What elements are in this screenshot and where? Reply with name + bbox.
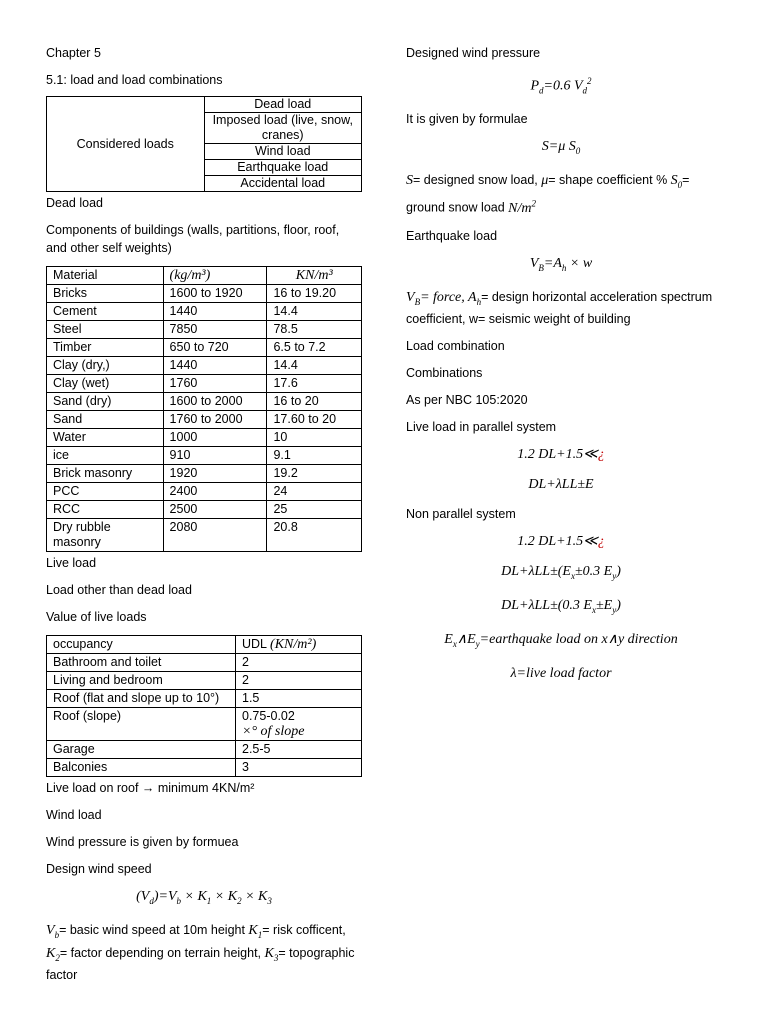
parallel-equation-2: DL+λLL±E (528, 477, 594, 493)
load-item: Earthquake load (204, 160, 362, 176)
wind-speed-definitions: $V_b=$ basic wind speed at 10m height $K_1=$ risk cofficent, $K_2=$ factor depending on terrain height, $K_3=$ topographic factor (46, 922, 355, 983)
snow-definition: S= designed snow load, μ= shape coefficient % $S_0=$ ground snow load $N/m^2$ (406, 173, 690, 216)
table-cell: 1000 (163, 429, 267, 447)
table-cell: 2500 (163, 501, 267, 519)
table-row (47, 429, 362, 447)
table-cell: 1920 (163, 465, 267, 483)
load-item: Imposed load (live, snow, cranes) (204, 113, 362, 144)
dead-load-heading: Dead load (46, 196, 103, 210)
live-load-definition: Load other than dead load (46, 583, 192, 597)
table-cell: Cement (47, 303, 164, 321)
table-cell: 17.6 (267, 375, 362, 393)
combinations-text: Combinations (406, 366, 483, 381)
load-combination-heading: Load combination (406, 339, 505, 354)
udl-cell (236, 690, 362, 708)
material-header: Material (47, 267, 164, 285)
table-row (47, 375, 362, 393)
occupancy-cell: Roof (slope) (47, 708, 236, 741)
parallel-equation-1: 1.2 DL+1.5≪¿ (517, 447, 605, 463)
table-cell: RCC (47, 501, 164, 519)
table-cell: 25 (267, 501, 362, 519)
udl-cell (236, 654, 362, 672)
udl-cell (236, 672, 362, 690)
table-row (47, 672, 362, 690)
table-cell: 16 to 20 (267, 393, 362, 411)
earthquake-definition: $V_B=$ force, $A_h=$ design horizontal acceleration spectrum coefficient, w= seismic weight of building (406, 289, 713, 327)
table-cell: 10 (267, 429, 362, 447)
chapter-title: Chapter 5 (46, 46, 101, 60)
udl-value: 0.75-0.02 (242, 709, 295, 723)
table-row (47, 339, 362, 357)
table-cell: 16 to 19.20 (267, 285, 362, 303)
table-cell: 2080 (163, 519, 267, 552)
table-cell: 17.60 to 20 (267, 411, 362, 429)
live-load-table (46, 635, 362, 777)
table-row (47, 483, 362, 501)
table-row (47, 285, 362, 303)
pd-equation: $P_d=0.6$ $V_d^2$ (530, 76, 592, 96)
occupancy-cell: Bathroom and toilet (47, 654, 236, 672)
table-cell: ice (47, 447, 164, 465)
design-wind-speed-heading: Design wind speed (46, 862, 152, 876)
occupancy-cell: Garage (47, 741, 236, 759)
table-cell: 24 (267, 483, 362, 501)
considered-loads-label: Considered loads (47, 97, 205, 192)
table-cell: 20.8 (267, 519, 362, 552)
material-rows (47, 285, 362, 552)
occupancy-cell: Roof (flat and slope up to 10°) (47, 690, 236, 708)
table-cell: 7850 (163, 321, 267, 339)
live-load-values-text: Value of live loads (46, 610, 147, 624)
table-cell: 910 (163, 447, 267, 465)
kg-header: (kg/m³) (163, 267, 267, 285)
table-row (47, 654, 362, 672)
considered-loads-table (46, 96, 362, 192)
udl-cell (236, 741, 362, 759)
wind-load-heading: Wind load (46, 808, 102, 822)
lambda-definition: λ=live load factor (510, 665, 612, 681)
kn-header: KN/m³ (267, 267, 362, 285)
formulae-text: It is given by formulae (406, 112, 528, 127)
table-cell: 78.5 (267, 321, 362, 339)
table-cell: 6.5 to 7.2 (267, 339, 362, 357)
snow-equation: S=μ $S_0$ (541, 139, 581, 157)
table-row (47, 393, 362, 411)
table-cell: 650 to 720 (163, 339, 267, 357)
table-row (47, 519, 362, 552)
udl-header: UDL (KN/m²) (236, 636, 362, 654)
table-cell: Clay (dry,) (47, 357, 164, 375)
table-cell: PCC (47, 483, 164, 501)
nbc-text: As per NBC 105:2020 (406, 393, 528, 408)
table-row (47, 708, 362, 741)
table-cell: Water (47, 429, 164, 447)
components-text: Components of buildings (walls, partitions, floor, roof, and other self weights) (46, 223, 340, 255)
earthquake-heading: Earthquake load (406, 228, 498, 243)
table-cell: Timber (47, 339, 164, 357)
load-item: Dead load (204, 97, 362, 113)
table-cell: 1600 to 1920 (163, 285, 267, 303)
wind-speed-equation: $(V_d)=V_b \times K_1 \times K_2 \times K_3$ (136, 889, 272, 906)
udl-value: 2.5-5 (242, 742, 271, 756)
udl-value: 2 (242, 673, 249, 687)
non-parallel-equation-3: DL+λLL±(0.3 $E_x\pm E_y$) (501, 598, 621, 615)
table-row (47, 411, 362, 429)
table-cell: Bricks (47, 285, 164, 303)
non-parallel-heading: Non parallel system (406, 507, 516, 522)
table-cell: Sand (47, 411, 164, 429)
designed-wind-pressure-heading: Designed wind pressure (406, 46, 541, 60)
material-table (46, 266, 362, 552)
table-cell: Clay (wet) (47, 375, 164, 393)
table-cell: 1440 (163, 357, 267, 375)
udl-value: 3 (242, 760, 249, 774)
occupancy-header: occupancy (47, 636, 236, 654)
table-cell: 1600 to 2000 (163, 393, 267, 411)
table-cell: 1440 (163, 303, 267, 321)
table-cell: Brick masonry (47, 465, 164, 483)
roof-note: Live load on roof → minimum 4KN/m² (46, 781, 255, 795)
udl-value: 2 (242, 655, 249, 669)
table-row (47, 690, 362, 708)
table-row (47, 741, 362, 759)
occupancy-cell: Living and bedroom (47, 672, 236, 690)
table-cell: Dry rubble masonry (47, 519, 164, 552)
load-item: Wind load (204, 144, 362, 160)
non-parallel-equation-2: $DL+\lambda LL\pm(E_x\pm 0.3$ $E_y$) (501, 564, 621, 582)
load-item: Accidental load (204, 176, 362, 192)
table-cell: 2400 (163, 483, 267, 501)
udl-value: 1.5 (242, 691, 260, 705)
table-cell: Sand (dry) (47, 393, 164, 411)
parallel-system-heading: Live load in parallel system (406, 420, 557, 435)
table-row (47, 303, 362, 321)
live-load-rows (47, 654, 362, 777)
udl-note: ×° of slope (242, 724, 305, 739)
table-cell: 1760 (163, 375, 267, 393)
left-column (46, 44, 362, 993)
live-load-heading: Live load (46, 556, 97, 570)
table-row (47, 501, 362, 519)
non-parallel-equation-1: 1.2 DL+1.5≪¿ (517, 534, 605, 550)
table-cell: Steel (47, 321, 164, 339)
table-row (47, 357, 362, 375)
table-cell: 19.2 (267, 465, 362, 483)
table-row (47, 321, 362, 339)
table-cell: 9.1 (267, 447, 362, 465)
table-cell: 14.4 (267, 357, 362, 375)
table-row (47, 447, 362, 465)
udl-cell (236, 708, 362, 741)
udl-cell (236, 759, 362, 777)
section-title: 5.1: load and load combinations (46, 73, 223, 87)
earthquake-equation: $V_B=A_h \times w$ (529, 255, 593, 273)
occupancy-cell: Balconies (47, 759, 236, 777)
wind-pressure-text: Wind pressure is given by formuea (46, 835, 239, 849)
table-cell: 1760 to 2000 (163, 411, 267, 429)
table-cell: 14.4 (267, 303, 362, 321)
ex-ey-definition: $E_x\wedge E_y=earthquake$ load on x∧y direction (444, 631, 678, 649)
right-column (406, 44, 716, 694)
table-row (47, 759, 362, 777)
table-row (47, 465, 362, 483)
